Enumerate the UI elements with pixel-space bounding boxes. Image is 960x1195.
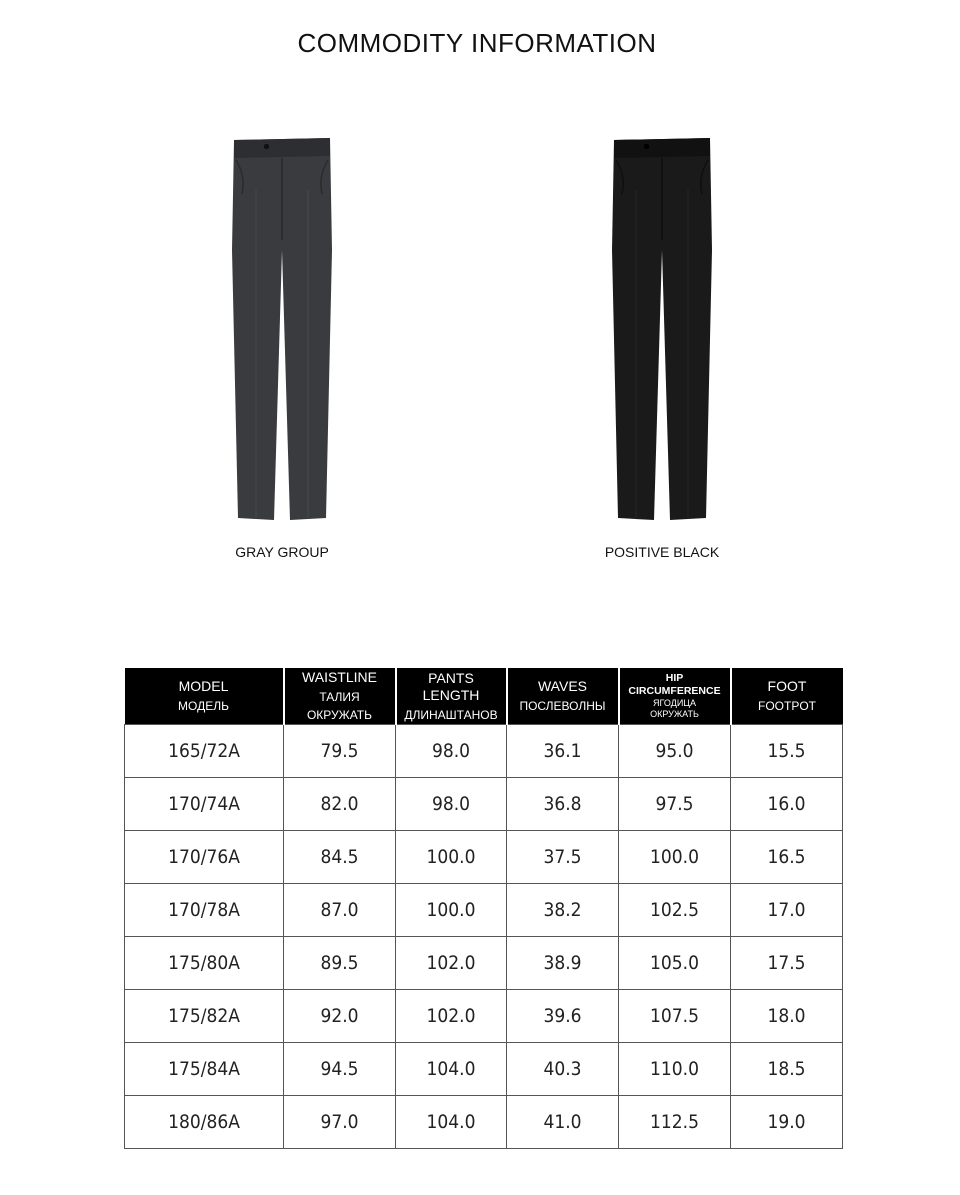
size-chart-table	[124, 668, 843, 1149]
cell-waves: 40.3	[507, 1043, 619, 1096]
cell-foot: 18.5	[731, 1043, 843, 1096]
cell-foot: 15.5	[731, 725, 843, 778]
cell-model: 175/84A	[125, 1043, 284, 1096]
cell-waistline: 87.0	[284, 884, 396, 937]
cell-pants-length: 102.0	[396, 990, 507, 1043]
cell-hip: 107.5	[619, 990, 731, 1043]
header-model: MODEL МОДЕЛЬ	[125, 668, 284, 725]
header-pants-length: PANTS LENGTH ДЛИНАШТАНОВ	[396, 668, 507, 725]
cell-pants-length: 100.0	[396, 884, 507, 937]
cell-foot: 19.0	[731, 1096, 843, 1149]
cell-hip: 102.5	[619, 884, 731, 937]
cell-model: 170/76A	[125, 831, 284, 884]
header-waistline: WAISTLINE ТАЛИЯ ОКРУЖАТЬ	[284, 668, 396, 725]
table-row	[125, 1043, 843, 1096]
table-row	[125, 884, 843, 937]
cell-waistline: 84.5	[284, 831, 396, 884]
cell-foot: 16.5	[731, 831, 843, 884]
table-row	[125, 1096, 843, 1149]
cell-waves: 37.5	[507, 831, 619, 884]
cell-pants-length: 104.0	[396, 1096, 507, 1149]
header-foot: FOOT FOOTPOT	[731, 668, 843, 725]
cell-pants-length: 104.0	[396, 1043, 507, 1096]
header-waves: WAVES ПОСЛЕВОЛНЫ	[507, 668, 619, 725]
cell-waistline: 94.5	[284, 1043, 396, 1096]
cell-model: 170/78A	[125, 884, 284, 937]
cell-waistline: 92.0	[284, 990, 396, 1043]
cell-model: 170/74A	[125, 778, 284, 831]
cell-foot: 17.5	[731, 937, 843, 990]
table-row	[125, 778, 843, 831]
table-row	[125, 990, 843, 1043]
cell-model: 175/82A	[125, 990, 284, 1043]
product-gray-group	[182, 130, 382, 570]
cell-foot: 16.0	[731, 778, 843, 831]
cell-model: 175/80A	[125, 937, 284, 990]
black-trousers-image	[602, 130, 722, 522]
product-positive-black	[562, 130, 762, 570]
cell-pants-length: 98.0	[396, 725, 507, 778]
cell-hip: 110.0	[619, 1043, 731, 1096]
cell-foot: 18.0	[731, 990, 843, 1043]
cell-model: 165/72A	[125, 725, 284, 778]
product-label: GRAY GROUP	[235, 544, 329, 560]
page-title: COMMODITY INFORMATION	[297, 28, 657, 58]
cell-waistline: 79.5	[284, 725, 396, 778]
cell-waves: 38.9	[507, 937, 619, 990]
cell-waves: 39.6	[507, 990, 619, 1043]
cell-model: 180/86A	[125, 1096, 284, 1149]
cell-hip: 95.0	[619, 725, 731, 778]
product-label: POSITIVE BLACK	[604, 544, 720, 560]
table-row	[125, 725, 843, 778]
cell-hip: 97.5	[619, 778, 731, 831]
cell-waves: 38.2	[507, 884, 619, 937]
table-header-row	[125, 668, 843, 725]
cell-pants-length: 102.0	[396, 937, 507, 990]
cell-hip: 100.0	[619, 831, 731, 884]
cell-waves: 36.1	[507, 725, 619, 778]
cell-pants-length: 100.0	[396, 831, 507, 884]
cell-waistline: 82.0	[284, 778, 396, 831]
table-row	[125, 937, 843, 990]
header-hip-circumference: HIP CIRCUMFERENCE ЯГОДИЦА ОКРУЖАТЬ	[619, 668, 731, 725]
cell-waistline: 97.0	[284, 1096, 396, 1149]
cell-hip: 112.5	[619, 1096, 731, 1149]
cell-hip: 105.0	[619, 937, 731, 990]
gray-trousers-image	[222, 130, 342, 522]
cell-pants-length: 98.0	[396, 778, 507, 831]
cell-waves: 36.8	[507, 778, 619, 831]
cell-waistline: 89.5	[284, 937, 396, 990]
table-row	[125, 831, 843, 884]
cell-foot: 17.0	[731, 884, 843, 937]
cell-waves: 41.0	[507, 1096, 619, 1149]
